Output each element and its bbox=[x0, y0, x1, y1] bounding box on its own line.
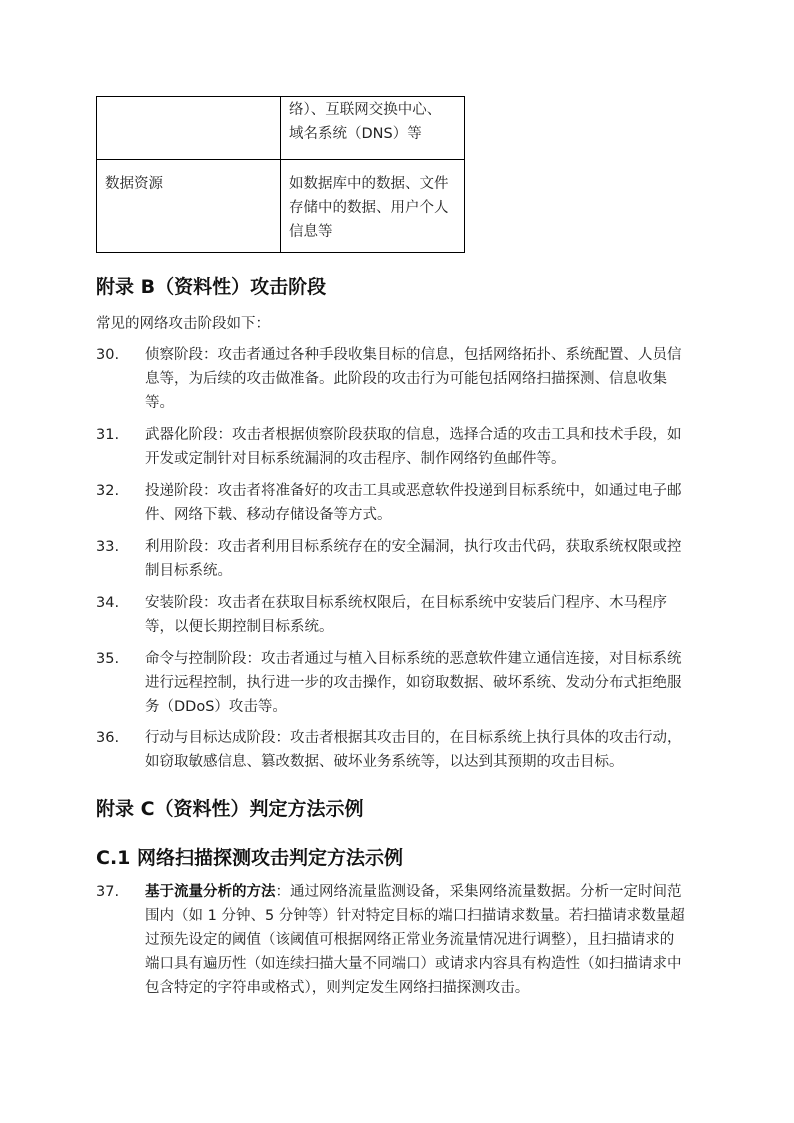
table-cell-category bbox=[97, 97, 281, 160]
item-line: 等，以便长期控制目标系统。 bbox=[145, 619, 334, 635]
item-number: 37. bbox=[96, 884, 120, 900]
item-text bbox=[145, 423, 701, 471]
item-line: 行动与目标达成阶段：攻击者根据其攻击目的，在目标系统上执行具体的攻击行动， bbox=[145, 730, 682, 746]
item-line: 制目标系统。 bbox=[145, 563, 232, 579]
cell-line: 域名系统（DNS）等 bbox=[289, 126, 422, 142]
item-number: 30. bbox=[96, 347, 120, 363]
cell-line: 如数据库中的数据、文件 bbox=[289, 176, 449, 192]
item-text bbox=[145, 591, 701, 639]
cell-line: 存储中的数据、用户个人 bbox=[289, 200, 449, 216]
item-number: 33. bbox=[96, 539, 120, 555]
appendix-b-title: 附录 B（资料性）攻击阶段 bbox=[96, 276, 327, 298]
item-line: 件、网络下载、移动存储设备等方式。 bbox=[145, 507, 392, 523]
item-number: 31. bbox=[96, 427, 120, 443]
item-line: 过预先设定的阈值（该阈值可根据网络正常业务流量情况进行调整），且扫描请求的 bbox=[145, 932, 675, 948]
item-text bbox=[145, 647, 701, 719]
asset-table bbox=[96, 96, 465, 253]
item-line: 投递阶段：攻击者将准备好的攻击工具或恶意软件投递到目标系统中，如通过电子邮 bbox=[145, 483, 682, 499]
table-cell-description bbox=[281, 160, 465, 253]
item-number: 34. bbox=[96, 595, 120, 611]
section-c1-title: C.1 网络扫描探测攻击判定方法示例 bbox=[96, 847, 403, 869]
table-row bbox=[97, 97, 465, 160]
item-text bbox=[145, 726, 701, 774]
item-line: 安装阶段：攻击者在获取目标系统权限后，在目标系统中安装后门程序、木马程序 bbox=[145, 595, 667, 611]
item-line: 等。 bbox=[145, 395, 174, 411]
appendix-b-intro: 常见的网络攻击阶段如下： bbox=[96, 316, 270, 332]
item-line: 包含特定的字符串或格式），则判定发生网络扫描探测攻击。 bbox=[145, 980, 530, 996]
item-text bbox=[145, 343, 701, 415]
table-row bbox=[97, 160, 465, 253]
table-cell-description bbox=[281, 97, 465, 160]
item-line: 端口具有遍历性（如连续扫描大量不同端口）或请求内容具有构造性（如扫描请求中 bbox=[145, 956, 682, 972]
item-text bbox=[145, 479, 701, 527]
item-line: 围内（如 1 分钟、5 分钟等）针对特定目标的端口扫描请求数量。若扫描请求数量超 bbox=[145, 908, 685, 924]
item-line: 利用阶段：攻击者利用目标系统存在的安全漏洞，执行攻击代码，获取系统权限或控 bbox=[145, 539, 682, 555]
item-line: 武器化阶段：攻击者根据侦察阶段获取的信息，选择合适的攻击工具和技术手段，如 bbox=[145, 427, 682, 443]
item-line: 命令与控制阶段：攻击者通过与植入目标系统的恶意软件建立通信连接，对目标系统 bbox=[145, 651, 682, 667]
item-number: 35. bbox=[96, 651, 120, 667]
cell-line: 信息等 bbox=[289, 224, 333, 240]
item-line: 息等，为后续的攻击做准备。此阶段的攻击行为可能包括网络扫描探测、信息收集 bbox=[145, 371, 667, 387]
item-line: 如窃取敏感信息、篡改数据、破坏业务系统等，以达到其预期的攻击目标。 bbox=[145, 754, 624, 770]
item-line: 务（DDoS）攻击等。 bbox=[145, 699, 287, 715]
item-number: 36. bbox=[96, 730, 120, 746]
item-text bbox=[145, 880, 701, 1000]
bold-term: 基于流量分析的方法 bbox=[145, 884, 276, 900]
table-cell-category: 数据资源 bbox=[97, 160, 281, 253]
item-line: 进行远程控制，执行进一步的攻击操作，如窃取数据、破坏系统、发动分布式拒绝服 bbox=[145, 675, 682, 691]
item-text bbox=[145, 535, 701, 583]
appendix-c-title: 附录 C（资料性）判定方法示例 bbox=[96, 798, 364, 820]
item-line bbox=[145, 880, 701, 904]
item-number: 32. bbox=[96, 483, 120, 499]
item-line-rest: ：通过网络流量监测设备，采集网络流量数据。分析一定时间范 bbox=[275, 884, 682, 900]
item-line: 侦察阶段：攻击者通过各种手段收集目标的信息，包括网络拓扑、系统配置、人员信 bbox=[145, 347, 682, 363]
cell-line: 络）、互联网交换中心、 bbox=[289, 102, 442, 118]
item-line: 开发或定制针对目标系统漏洞的攻击程序、制作网络钓鱼邮件等。 bbox=[145, 451, 566, 467]
